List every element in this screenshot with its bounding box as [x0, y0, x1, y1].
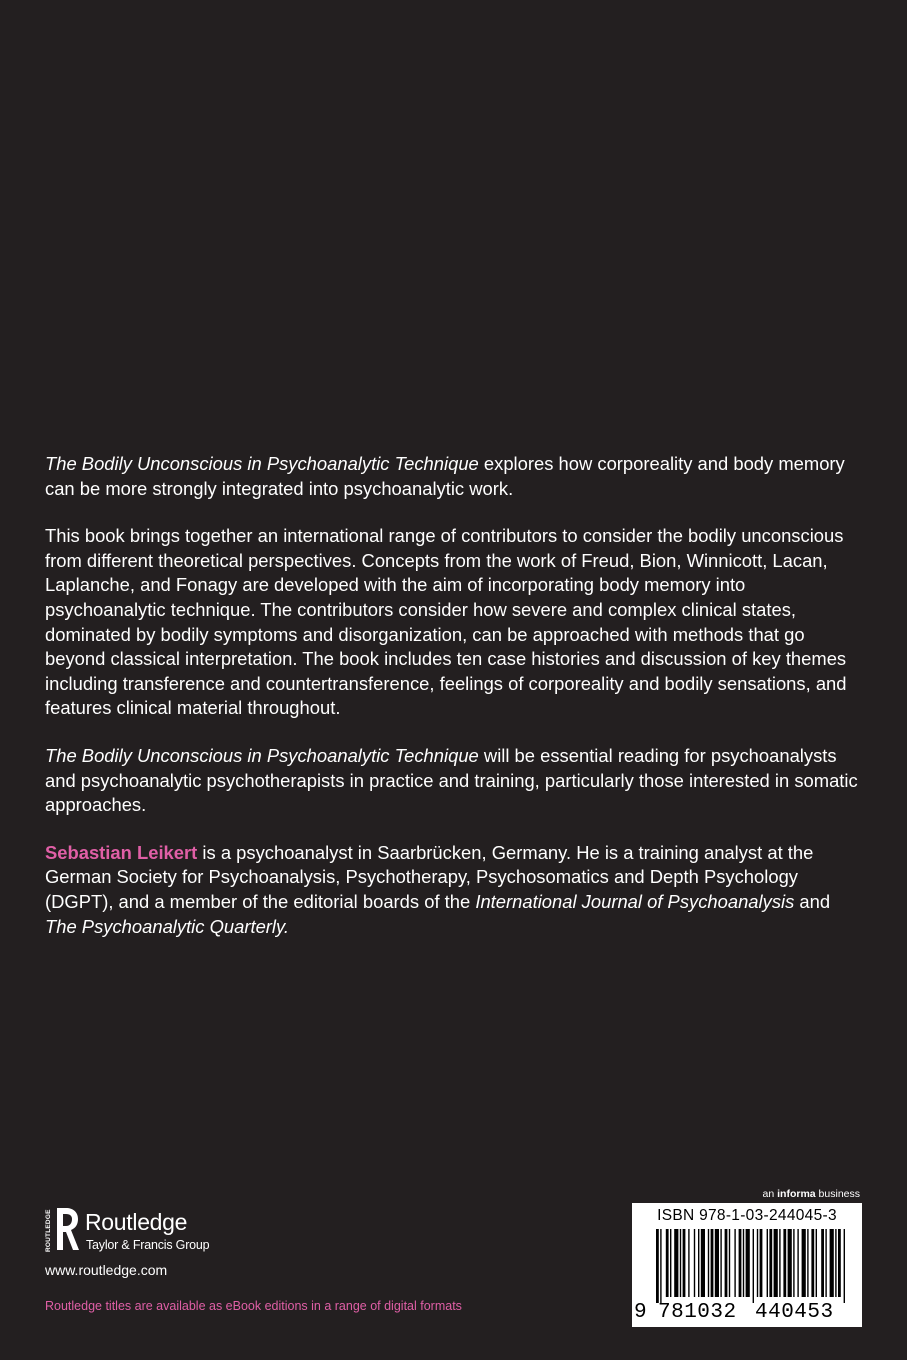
back-cover-blurb — [45, 452, 865, 962]
description-paragraph: This book brings together an international range of contributors to consider the bodily unconscious from different theoretical perspectives. Concepts from the work of Freud, Bion, Winnicott, Lacan, Laplanche, and Fonagy are developed with the aim of incorporating body memory into psychoanalytic technique. The contributors consider how severe and complex clinical states, dominated by bodily symptoms and disorganization, can be approached with methods that go beyond classical interpretation. The book includes ten case histories and discussion of key themes including transference and countertransference, feelings of corporeality and bodily sensations, and features clinical material throughout. — [45, 525, 847, 719]
author-name: Sebastian Leikert — [45, 841, 198, 863]
informa-brand: informa — [777, 1188, 816, 1200]
barcode-bar — [835, 1229, 836, 1297]
isbn-label: ISBN 978-1-03-244045-3 — [657, 1207, 837, 1224]
barcode-bar — [694, 1229, 695, 1297]
informa-tagline — [718, 1188, 860, 1200]
barcode-bar — [825, 1229, 826, 1297]
barcode-bar — [760, 1229, 763, 1297]
publisher-name: Routledge — [85, 1209, 188, 1235]
barcode-bar — [779, 1229, 780, 1297]
journal-title: The Psychoanalytic Quarterly. — [45, 915, 289, 937]
barcode-bar — [767, 1229, 768, 1297]
barcode-bar — [769, 1229, 772, 1297]
barcode-bar — [811, 1229, 814, 1297]
barcode-bar — [720, 1229, 721, 1297]
routledge-r-logo-icon — [54, 1206, 80, 1252]
barcode-bar — [816, 1229, 817, 1297]
barcode-bar — [844, 1229, 845, 1303]
author-bio-text: is a psychoanalyst in Saarbrücken, Germany. He is a training analyst at the German Society for Psychoanalysis, Psychotherapy, Psychosomatics and Depth Psychology (DGPT), and a member of the editorial boards of the — [45, 841, 814, 912]
barcode-bar — [729, 1229, 730, 1297]
barcode-bar — [739, 1229, 742, 1297]
barcode-bar — [797, 1229, 798, 1297]
isbn-digit-first: 9 — [634, 1301, 647, 1324]
barcode-bar — [698, 1229, 699, 1297]
barcode-bar — [688, 1229, 689, 1297]
audience-paragraph — [45, 744, 865, 818]
barcode-bar — [788, 1229, 792, 1297]
barcode-bar — [821, 1229, 824, 1297]
publisher-website: www.routledge.com — [45, 1262, 168, 1278]
routledge-vertical-wordmark: ROUTLEDGE — [45, 1209, 52, 1253]
barcode-bar — [746, 1229, 750, 1297]
barcode-bar — [715, 1229, 719, 1297]
isbn-digits-left: 781032 — [658, 1301, 737, 1324]
barcode-bar — [783, 1229, 786, 1297]
audience-text: will be essential reading for psychoanalysts and psychoanalytic psychotherapists in practice and training, particularly those interested in somatic approaches. — [45, 744, 858, 816]
author-bio-text: and — [794, 890, 831, 912]
isbn-barcode — [632, 1203, 862, 1327]
book-title-italic: The Bodily Unconscious in Psychoanalytic Technique — [45, 744, 479, 766]
ebook-availability-note: Routledge titles are available as eBook editions in a range of digital formats — [45, 1299, 462, 1313]
isbn-digits-right: 440453 — [755, 1301, 834, 1324]
barcode-bar — [725, 1229, 728, 1297]
informa-suffix: business — [815, 1188, 860, 1200]
publisher-group: Taylor & Francis Group — [86, 1238, 210, 1252]
barcode-bar — [656, 1229, 659, 1303]
barcode-bar — [680, 1229, 681, 1297]
intro-text: explores how corporeality and body memory can be more strongly integrated into psychoanalytic work. — [45, 453, 845, 499]
informa-prefix: an — [762, 1188, 778, 1200]
barcode-bar — [743, 1229, 744, 1297]
barcode-bars — [642, 1229, 854, 1307]
barcode-bar — [683, 1229, 686, 1297]
barcode-bar — [802, 1229, 806, 1297]
barcode-bar — [708, 1229, 709, 1297]
barcode-bar — [711, 1229, 714, 1297]
barcode-bar — [774, 1229, 778, 1297]
barcode-bar — [830, 1229, 834, 1297]
barcode-bar — [670, 1229, 671, 1297]
barcode-bar — [701, 1229, 705, 1297]
barcode-bar — [793, 1229, 794, 1297]
barcode-bar — [757, 1229, 758, 1297]
intro-paragraph — [45, 452, 865, 501]
barcode-bar — [734, 1229, 735, 1297]
book-title-italic: The Bodily Unconscious in Psychoanalytic Technique — [45, 453, 479, 474]
barcode-bar — [674, 1229, 678, 1297]
barcode-bar — [838, 1229, 841, 1297]
barcode-bar — [660, 1229, 661, 1303]
journal-title: International Journal of Psychoanalysis — [475, 890, 795, 912]
barcode-bar — [666, 1229, 669, 1297]
author-bio-paragraph — [45, 841, 865, 939]
barcode-bar — [753, 1229, 754, 1303]
barcode-bar — [807, 1229, 808, 1297]
